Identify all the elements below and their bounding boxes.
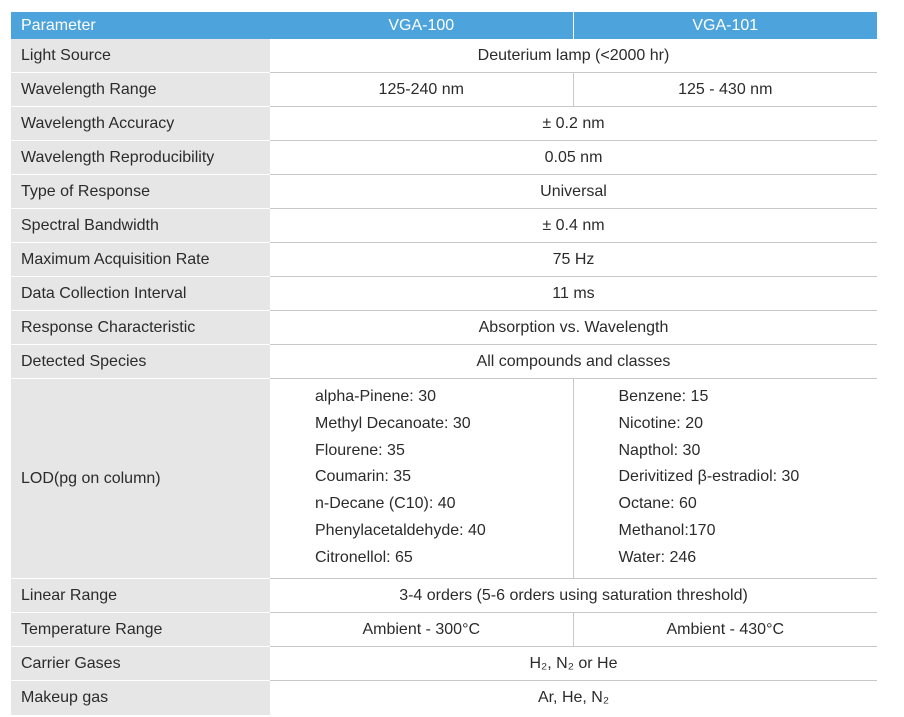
param-label: Temperature Range [11,613,270,647]
row-makeup-gas [11,681,877,716]
lod-item: Coumarin: 35 [315,468,412,486]
row-data-collection-interval [11,277,877,311]
param-label: Linear Range [11,579,270,613]
lod-item: Methyl Decanoate: 30 [315,414,471,432]
lod-item: n-Decane (C10): 40 [315,495,456,513]
spec-table [11,12,877,715]
param-label: Wavelength Range [11,73,270,107]
row-temperature-range [11,613,877,647]
lod-item: Flourene: 35 [315,441,405,459]
param-label: Carrier Gases [11,647,270,681]
row-carrier-gases [11,647,877,681]
lod-item: Napthol: 30 [618,441,701,459]
row-linear-range [11,579,877,613]
row-wavelength-range [11,73,877,107]
param-value: Ar, He, N₂ [270,681,877,716]
row-max-acquisition-rate [11,243,877,277]
param-value: H₂, N₂ or He [270,647,877,681]
row-lod [11,379,877,579]
param-value: ± 0.4 nm [270,209,877,243]
row-wavelength-reproducibility [11,141,877,175]
lod-item: Citronellol: 65 [315,548,413,566]
param-label: Detected Species [11,345,270,379]
param-label: Maximum Acquisition Rate [11,243,270,277]
header-row [11,12,877,39]
lod-item: Water: 246 [618,548,697,566]
lod-list-model-a [270,379,573,579]
header-model-a: VGA-100 [270,12,573,39]
value-model-b: Ambient - 430°C [573,613,877,647]
param-label: Spectral Bandwidth [11,209,270,243]
param-value: Absorption vs. Wavelength [270,311,877,345]
header-model-b: VGA-101 [573,12,877,39]
value-model-a: Ambient - 300°C [270,613,573,647]
param-label: Response Characteristic [11,311,270,345]
param-label: Wavelength Accuracy [11,107,270,141]
param-value: ± 0.2 nm [270,107,877,141]
param-value: 11 ms [270,277,877,311]
param-value: All compounds and classes [270,345,877,379]
param-label: Data Collection Interval [11,277,270,311]
lod-item: alpha-Pinene: 30 [315,388,436,405]
param-value: Universal [270,175,877,209]
lod-list-model-b [573,379,877,579]
param-label: LOD(pg on column) [11,379,270,579]
header-parameter: Parameter [11,12,270,39]
param-value: Deuterium lamp (<2000 hr) [270,39,877,73]
param-label: Light Source [11,39,270,73]
row-wavelength-accuracy [11,107,877,141]
param-value: 75 Hz [270,243,877,277]
param-label: Type of Response [11,175,270,209]
lod-item: Derivitized β-estradiol: 30 [618,468,800,486]
row-light-source [11,39,877,73]
param-label: Wavelength Reproducibility [11,141,270,175]
value-model-b: 125 - 430 nm [573,73,877,107]
lod-item: Nicotine: 20 [618,414,703,432]
lod-item: Phenylacetaldehyde: 40 [315,521,486,539]
row-type-of-response [11,175,877,209]
row-spectral-bandwidth [11,209,877,243]
param-label: Makeup gas [11,681,270,716]
param-value: 0.05 nm [270,141,877,175]
lod-item: Benzene: 15 [618,388,709,405]
value-model-a: 125-240 nm [270,73,573,107]
lod-item: Octane: 60 [618,495,697,513]
param-value: 3-4 orders (5-6 orders using saturation threshold) [270,579,877,613]
lod-item: Methanol:170 [618,521,716,539]
row-detected-species [11,345,877,379]
row-response-characteristic [11,311,877,345]
